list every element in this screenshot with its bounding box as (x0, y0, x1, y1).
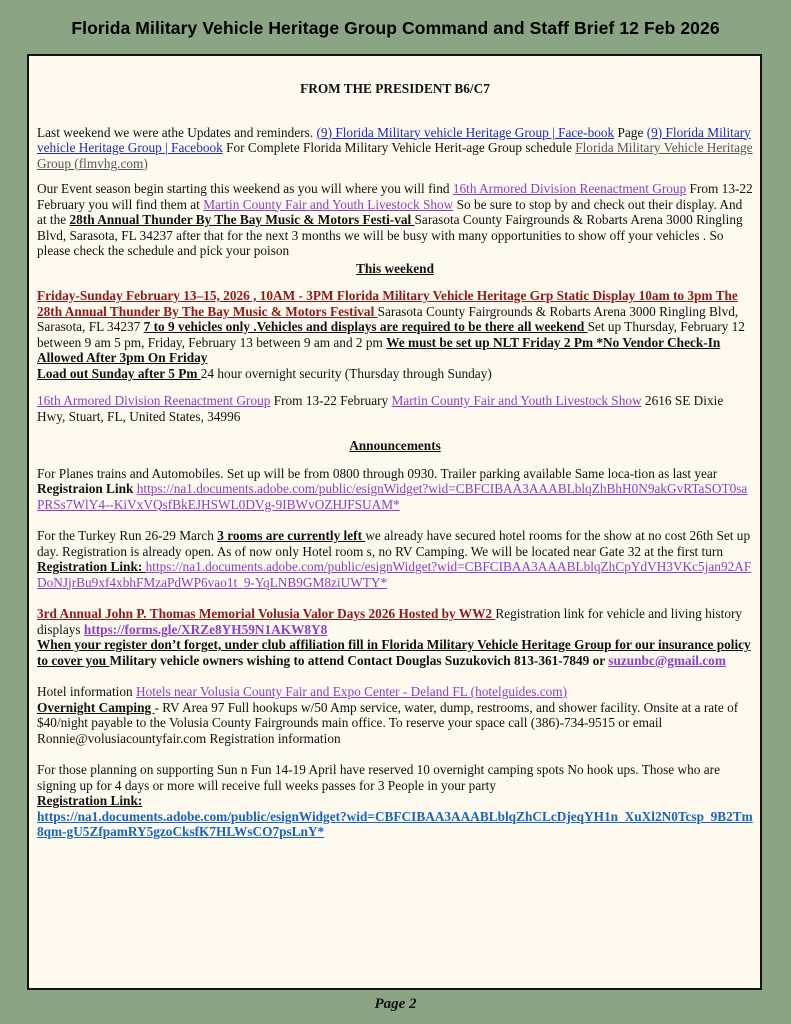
vehicles-required-note: 7 to 9 vehicles only .Vehicles and displays are required to be there all weekend (143, 319, 588, 334)
hotel-paragraph (37, 684, 753, 746)
newsletter-content (37, 66, 753, 850)
newsletter-frame (27, 54, 762, 990)
turkey-text-2: we already have secured hotel rooms for the show at no cost 26th Set up day. Registration is already open. As of now only Hotel room s, no RV Camping. We will be located near Gate 32 at the first turn (37, 528, 751, 559)
president-heading: FROM THE PRESIDENT B6/C7 (300, 81, 490, 96)
weekend-paragraph (37, 288, 753, 381)
turkey-registration-link[interactable]: https://na1.documents.adobe.com/public/esignWidget?wid=CBFCIBAA3AAABLblqZhCpYdVH3VKc5jan92AFDoNJjrBu9xf4xbhFMzaPdWP6vao1t_9-YqLNB9GM8ziUWTY* (37, 559, 752, 590)
camping-text: - RV Area 97 Full hookups w/50 Amp service, water, dump, restrooms, and shower facility. Onsite at a rate of $40/night payable to the Volusia County Fairgrounds main office. To reserve your space call (386)-734-9515 or email Ronnie@volusiacountyfair.com Registration information (37, 699, 739, 746)
martin-county-fair-link-2[interactable]: Martin County Fair and Youth Livestock Show (391, 393, 642, 408)
turkey-registration-label: Registration Link: (37, 559, 146, 574)
schedule-link[interactable]: Florida Military Vehicle Heritage Group (flmvhg.com) (37, 140, 753, 171)
contact-note: Military vehicle owners wishing to attend Contact Douglas Suzukovich 813-361-7849 or (109, 652, 609, 668)
contact-email-link[interactable]: suzunbc@gmail.com (608, 652, 726, 668)
armored-text-1: From 13-22 February (270, 393, 392, 408)
thunder-by-the-bay-title: 28th Annual Thunder By The Bay Music & Motors Festi-val (69, 212, 415, 227)
intro-text-2: Page (614, 124, 647, 140)
sunfun-text: For those planning on supporting Sun n Fun 14-19 April have reserved 10 overnight camping spots No hook ups. Those who are signing up for 4 days or more will receive full weeks passes for 3 People in your party (37, 762, 720, 793)
season-text-4: Sarasota County Fairgrounds & Robarts Arena 3000 Ringling Blvd, Sarasota, FL 34237 after that for the next 3 months we will be busy with many opportunities to show off your vehicles . So please check the schedule and pick your poison (37, 212, 743, 258)
load-out-note: Load out Sunday after 5 Pm (37, 365, 201, 381)
page-header-title: Florida Military Vehicle Heritage Group Command and Staff Brief 12 Feb 2026 (71, 18, 720, 38)
hotel-text-1: Hotel information (37, 684, 136, 699)
sunfun-registration-link[interactable]: https://na1.documents.adobe.com/public/esignWidget?wid=CBFCIBAA3AAABLblqZhCLcDjeqYH1n_XuXl2N0Tcsp_9B2Tm8qm-gU5ZfpamRY5gzoCksfK7HLWsCO7psLnY* (37, 808, 753, 839)
overnight-camping-label: Overnight Camping (37, 699, 155, 715)
season-text-2: From 13-22 February you will find them at (37, 181, 753, 212)
armored-division-link-2[interactable]: 16th Armored Division Reenactment Group (37, 393, 271, 408)
weekend-text-1: Sarasota County Fairgrounds & Robarts Arena 3000 Ringling Blvd, Sarasota, FL 34237 (37, 303, 739, 334)
sunfun-registration-label: Registration Link: (37, 793, 143, 808)
martin-county-fair-link[interactable]: Martin County Fair and Youth Livestock Show (203, 196, 454, 212)
planes-text-1: For Planes trains and Automobiles. Set up will be from 0800 through 0930. Trailer parking available Same loca-tion as last year (37, 465, 718, 481)
season-text-1: Our Event season begin starting this weekend as you will where you will find (37, 181, 453, 196)
valor-days-paragraph (37, 606, 753, 668)
season-text-3: So be sure to stop by and check out their display. And at the (37, 196, 743, 227)
armored-paragraph (37, 393, 753, 424)
weekend-text-3: 24 hour overnight security (Thursday through Sunday) (200, 365, 492, 381)
valor-text-1: Registration link for vehicle and living history displays (37, 606, 743, 637)
armored-text-2: 2616 SE Dixie Hwy, Stuart, FL, United States, 34996 (37, 393, 724, 424)
weekend-event-title: Friday-Sunday February 13–15, 2026 , 10AM - 3PM Florida Military Vehicle Heritage Grp Static Display 10am to 3pm The 28th Annual Thunder By The Bay Music & Motors Festival (37, 288, 738, 319)
facebook-link-2[interactable]: (9) Florida Military vehicle Heritage Group | Facebook (37, 124, 751, 155)
turkey-text-1: For the Turkey Run 26-29 March (37, 528, 218, 543)
sun-n-fun-paragraph (37, 762, 753, 840)
intro-text-3: For Complete Florida Military Vehicle Herit-age Group schedule (222, 140, 576, 155)
hotel-link[interactable]: Hotels near Volusia County Fair and Expo Center - Deland FL (hotelguides.com) (135, 684, 568, 699)
valor-days-title: 3rd Annual John P. Thomas Memorial Volusia Valor Days 2026 Hosted by WW2 (37, 606, 496, 621)
planes-registration-link[interactable]: https://na1.documents.adobe.com/public/esignWidget?wid=CBFCIBAA3AAABLblqZhBhH0N9akGvRTaSOT0saPRSs7WlY4--KiVxVQsfBkEJHSWL0DVg-9IBWvOZHJFSUAM* (37, 481, 748, 512)
facebook-link-1[interactable]: (9) Florida Military vehicle Heritage Group | Face-book (316, 124, 615, 140)
page-number: Page 2 (374, 996, 417, 1012)
club-affiliation-note: When your register don’t forget, under club affiliation fill in Florida Military Vehicle Heritage Group for our insurance policy to cover you (37, 637, 751, 668)
setup-deadline-note: We must be set up NLT Friday 2 Pm *No Vendor Check-In Allowed After 3pm On Friday (37, 334, 721, 365)
intro-paragraph (37, 125, 753, 172)
turkey-run-paragraph (37, 528, 753, 590)
season-paragraph (37, 181, 753, 259)
valor-registration-link[interactable]: https://forms.gle/XRZe8YH59N1AKW8Y8 (83, 621, 328, 637)
this-weekend-heading: This weekend (356, 260, 434, 276)
armored-division-link[interactable]: 16th Armored Division Reenactment Group (452, 181, 687, 196)
rooms-left-note: 3 rooms are currently left (217, 528, 366, 543)
announcements-heading: Announcements (349, 438, 441, 453)
planes-registration-label: Registraion Link (37, 481, 137, 496)
planes-paragraph (37, 466, 753, 513)
intro-text-1: Last weekend we were athe Updates and reminders. (37, 124, 317, 140)
weekend-text-2: Set up Thursday, February 12 between 9 am 5 pm, Friday, February 13 between 9 am and 2 pm (37, 319, 745, 350)
